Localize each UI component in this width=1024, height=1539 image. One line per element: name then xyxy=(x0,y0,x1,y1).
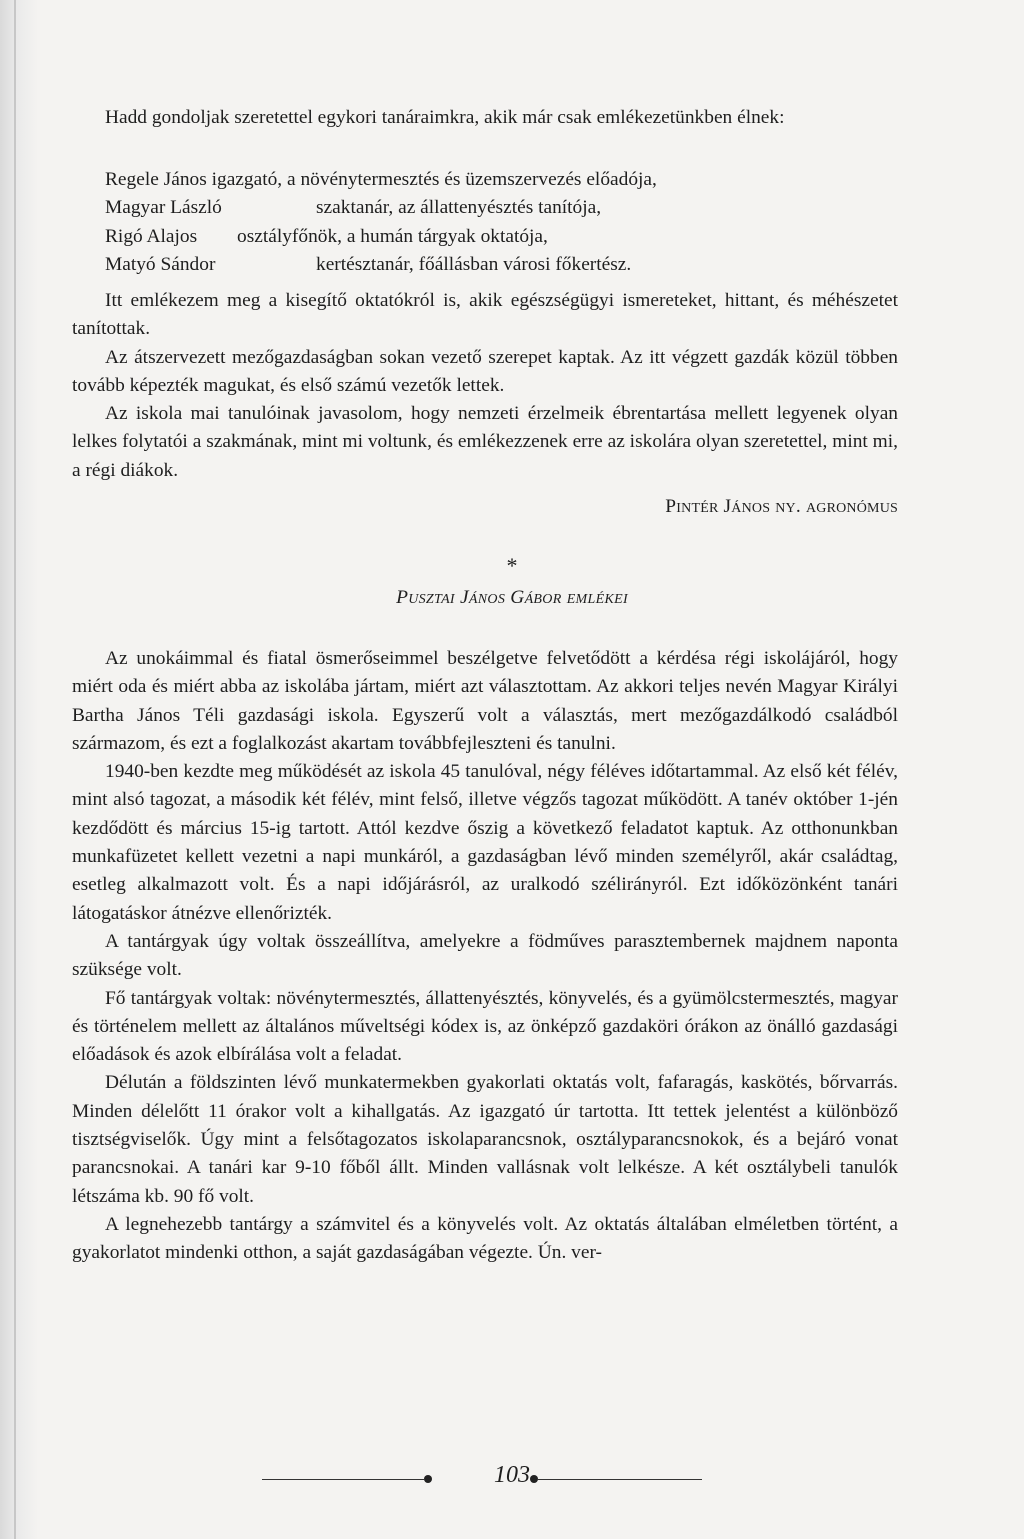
teacher-row xyxy=(105,166,905,194)
paragraph: Az iskola mai tanulóinak javasolom, hogy nemzeti érzelmeik ébrentartása mellett legyenek olyan lelkes folytatói a szakmának, mint mi voltunk, és emlékezzenek erre az iskolára olyan szeretettel, mint mi, a régi diákok. xyxy=(72,403,898,481)
teacher-role: osztályfőnök, a humán tárgyak oktatója, xyxy=(237,225,548,247)
teacher-row xyxy=(105,194,905,222)
teacher-row xyxy=(105,223,905,251)
teacher-row xyxy=(105,251,905,279)
page-number: 103 xyxy=(494,1462,530,1488)
teacher-name: Matyó Sándor xyxy=(105,253,216,275)
footer-bullet-right xyxy=(530,1475,538,1483)
teacher-name: Rigó Alajos xyxy=(105,225,198,247)
intro-block xyxy=(72,104,898,132)
paragraph: Az unokáimmal és fiatal ösmerőseimmel beszélgetve felvetődött a kérdésa régi iskolájáról, hogy miért oda és miért abba az iskolába jártam, miért azt választottam. Az akkori teljes nevén Magyar Királyi Bartha János Téli gazdasági iskola. Egyszerű volt a választás, mert mezőgazdálkodó családból származom, és ezt a foglalkozást akartam továbbfejleszteni és tanulni. xyxy=(72,648,898,754)
paragraph: Fő tantárgyak voltak: növénytermesztés, állattenyésztés, könyvelés, és a gyümölcstermesztés, magyar és történelem mellett az általános műveltségi kódex is, az önképző gazdaköri órákon az önálló gazdasági előadások és azok elbírálása volt a feladat. xyxy=(72,987,898,1066)
paragraph: Az átszervezett mezőgazdaságban sokan vezető szerepet kaptak. Az itt végzett gazdák közül többen tovább képezték magukat, és első számú vezetők lettek. xyxy=(72,346,898,396)
teacher-list xyxy=(105,166,905,279)
teacher-role: szaktanár, az állattenyésztés tanítója, xyxy=(316,197,602,219)
paragraph: A legnehezebb tantárgy a számvitel és a könyvelés volt. Az oktatás általában elméletben történt, a gyakorlatot mindenki otthon, a saját gazdaságában végezte. Ún. ver- xyxy=(72,1213,898,1264)
teacher-role: kertésztanár, főállásban városi főkertész. xyxy=(316,253,632,275)
section-title: Pusztai János Gábor emlékei xyxy=(396,587,628,608)
page-binding-line xyxy=(14,0,16,1539)
teacher-name: Regele János igazgató, a növénytermesztés és üzemszervezés előadója, xyxy=(105,169,657,190)
recollections-block xyxy=(72,645,898,1268)
paragraph: A tantárgyak úgy voltak összeállítva, amelyekre a födműves parasztembernek majdnem naponta szüksége volt. xyxy=(72,930,898,981)
page-footer xyxy=(0,1462,1024,1496)
footer-rule-right xyxy=(538,1479,702,1480)
paragraph: Délután a földszinten lévő munkatermekben gyakorlati oktatás volt, fafaragás, kaskötés, bőrvarrás. Minden délelőtt 11 órakor volt a kihallgatás. Az igazgató úr tartotta. Itt tettek jelentést a különböző tisztségviselők. Úgy mint a felsőtagozatos iskolaparancsnok, osztályparancsnokok, és a bejáró vonat parancsnokai. A tanári kar 9-10 főből állt. Minden vallásnak volt lelkésze. A két osztálybeli tanulók létszáma kb. 90 fő volt. xyxy=(72,1072,898,1207)
memories-block xyxy=(72,287,898,485)
page-binding-edge xyxy=(0,0,38,1539)
author-signature: Pintér János ny. agronómus xyxy=(665,496,898,517)
intro-paragraph: Hadd gondoljak szeretettel egykori tanáraimkra, akik már csak emlékezetünkben élnek: xyxy=(105,107,785,128)
paragraph: Itt emlékezem meg a kisegítő oktatókról is, akik egészségügyi ismereteket, hittant, és méhészetet tanítottak. xyxy=(72,290,898,340)
teacher-name: Magyar László xyxy=(105,197,222,219)
section-separator: * xyxy=(506,553,518,578)
paragraph: 1940-ben kezdte meg működését az iskola 45 tanulóval, négy féléves időtartammal. Az első két félév, mint alsó tagozat, a második két félév, mint felső, illetve végzős tagozat működött. A tanév október 1-jén kezdődött és március 15-ig tartott. Attól kezdve őszig a következő feladatot kaptuk. Az otthonunkban munkafüzetet kellett vezetni a napi munkáról, a gazdaságban lévő minden személyről, akár családtag, esetleg alkalmazott volt. És a napi időjárásról, az uralkodó szélirányról. Ezt időközönként tanári látogatáskor átnézve ellenőrizték. xyxy=(72,761,898,924)
